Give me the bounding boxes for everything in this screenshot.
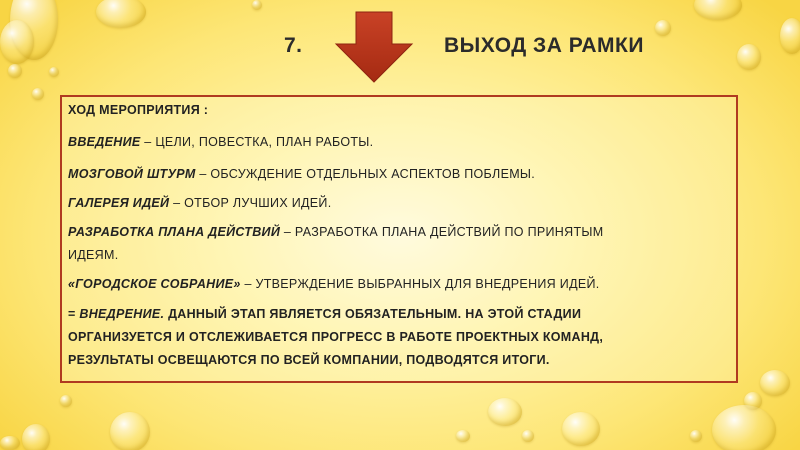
droplet-decoration [712,405,776,450]
final-line1: ДАННЫЙ ЭТАП ЯВЛЯЕТСЯ ОБЯЗАТЕЛЬНЫМ. НА ЭТОЙ СТАДИИ [164,307,582,321]
droplet-decoration [60,395,72,407]
droplet-decoration [562,412,600,446]
list-item-continuation: ИДЕЯМ. [68,248,119,262]
droplet-decoration [32,88,44,100]
droplet-decoration [456,430,470,442]
list-item [68,277,600,291]
list-item [68,225,603,239]
list-item-term: «ГОРОДСКОЕ СОБРАНИЕ» [68,277,241,291]
droplet-decoration [252,0,262,10]
final-line3: РЕЗУЛЬТАТЫ ОСВЕЩАЮТСЯ ПО ВСЕЙ КОМПАНИИ, ПОДВОДЯТСЯ ИТОГИ. [68,353,550,367]
list-item-desc: – УТВЕРЖДЕНИЕ ВЫБРАННЫХ ДЛЯ ВНЕДРЕНИЯ ИДЕЙ. [240,277,600,291]
droplet-decoration [8,64,22,78]
droplet-decoration [737,44,761,70]
list-item [68,167,535,181]
droplet-decoration [780,18,800,54]
content-heading: ХОД МЕРОПРИЯТИЯ : [68,103,209,117]
list-item-desc: – ЦЕЛИ, ПОВЕСТКА, ПЛАН РАБОТЫ. [140,135,374,149]
droplet-decoration [760,370,790,396]
list-item [68,196,331,210]
list-item-term: ГАЛЕРЕЯ ИДЕЙ [68,196,170,210]
list-item-desc: – ОТБОР ЛУЧШИХ ИДЕЙ. [169,196,332,210]
final-prefix: = [68,307,80,321]
droplet-decoration [488,398,522,426]
list-item-term: МОЗГОВОЙ ШТУРМ [68,167,196,181]
droplet-decoration [49,67,59,77]
final-item [68,307,581,321]
droplet-decoration [0,436,20,450]
droplet-decoration [0,20,34,64]
droplet-decoration [522,430,534,442]
final-line2: ОРГАНИЗУЕТСЯ И ОТСЛЕЖИВАЕТСЯ ПРОГРЕСС В РАБОТЕ ПРОЕКТНЫХ КОМАНД, [68,330,604,344]
list-item-term: ВВЕДЕНИЕ [68,135,141,149]
droplet-decoration [110,412,150,450]
droplet-decoration [655,20,671,36]
slide-title: ВЫХОД ЗА РАМКИ [444,34,644,57]
final-term: ВНЕДРЕНИЕ. [79,307,165,321]
droplet-decoration [690,430,702,442]
list-item [68,135,373,149]
list-item-desc: – РАЗРАБОТКА ПЛАНА ДЕЙСТВИЙ ПО ПРИНЯТЫМ [280,225,604,239]
list-item-term: РАЗРАБОТКА ПЛАНА ДЕЙСТВИЙ [68,225,281,239]
droplet-decoration [694,0,742,20]
list-item-desc: – ОБСУЖДЕНИЕ ОТДЕЛЬНЫХ АСПЕКТОВ ПОБЛЕМЫ. [195,167,536,181]
down-arrow-icon [334,10,414,84]
droplet-decoration [96,0,146,28]
droplet-decoration [22,424,50,450]
slide-number: 7. [284,34,303,57]
